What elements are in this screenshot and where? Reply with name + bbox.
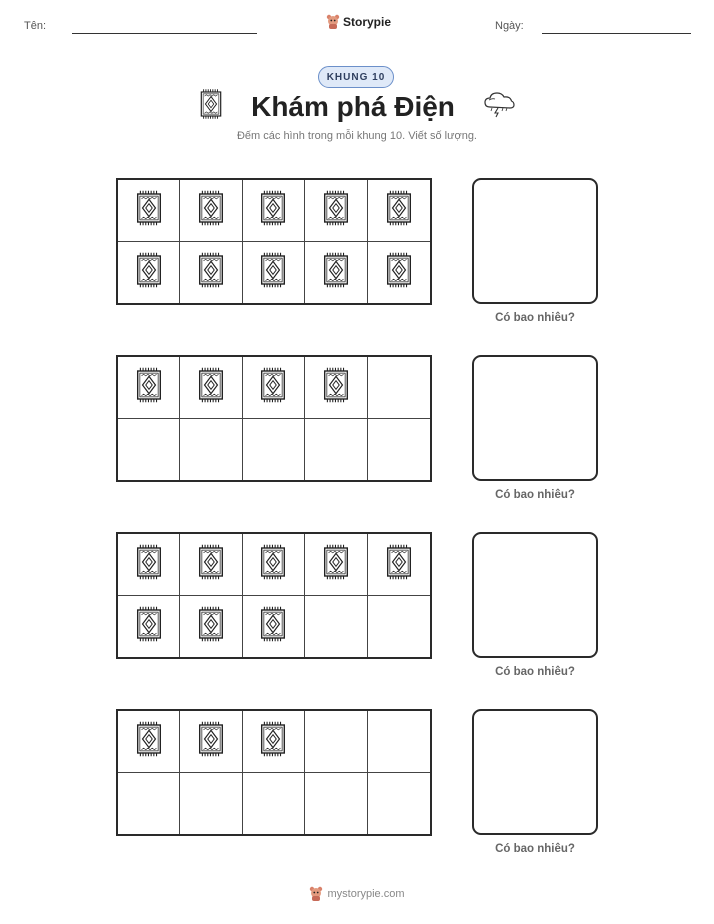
rug-icon bbox=[197, 366, 225, 409]
ten-frame-cell bbox=[243, 180, 305, 242]
ten-frame-cell bbox=[180, 242, 242, 304]
name-line[interactable] bbox=[72, 33, 257, 34]
rug-icon bbox=[322, 189, 350, 232]
instructions: Đếm các hình trong mỗi khung 10. Viết số lượng. bbox=[236, 130, 477, 142]
ten-frame-cell bbox=[305, 773, 367, 835]
name-label: Tên: bbox=[24, 20, 47, 32]
ten-frame-cell bbox=[368, 534, 430, 596]
ten-frame-cell bbox=[305, 419, 367, 481]
ten-frame-cell bbox=[180, 357, 242, 419]
ten-frame-cell bbox=[368, 180, 430, 242]
ten-frame-cell bbox=[118, 711, 180, 773]
rug-icon bbox=[259, 720, 287, 763]
rug-icon bbox=[135, 366, 163, 409]
ten-frame-cell bbox=[243, 596, 305, 658]
ten-frame-cell bbox=[368, 242, 430, 304]
answer-box[interactable] bbox=[472, 355, 598, 481]
ten-frame-cell bbox=[243, 242, 305, 304]
rug-icon bbox=[385, 251, 413, 294]
ten-frame-cell bbox=[368, 596, 430, 658]
answer-box[interactable] bbox=[472, 178, 598, 304]
ten-frame-cell bbox=[118, 357, 180, 419]
bear-mascot-icon bbox=[309, 886, 323, 902]
ten-frame-cell bbox=[180, 711, 242, 773]
date-line[interactable] bbox=[542, 33, 691, 34]
ten-frame-cell bbox=[180, 180, 242, 242]
ten-frame-cell bbox=[180, 419, 242, 481]
ten-frame-cell bbox=[243, 773, 305, 835]
rug-icon bbox=[259, 605, 287, 648]
worksheet-badge: KHUNG 10 bbox=[318, 66, 394, 88]
ten-frame-cell bbox=[305, 357, 367, 419]
ten-frame-cell bbox=[368, 711, 430, 773]
ten-frame-cell bbox=[180, 596, 242, 658]
date-label: Ngày: bbox=[495, 20, 524, 32]
ten-frame bbox=[116, 355, 432, 482]
rug-icon bbox=[259, 189, 287, 232]
ten-frame-cell bbox=[305, 711, 367, 773]
footer bbox=[0, 886, 714, 902]
title-row bbox=[0, 88, 714, 125]
rug-icon bbox=[322, 366, 350, 409]
rug-icon bbox=[135, 251, 163, 294]
ten-frame-cell bbox=[305, 534, 367, 596]
rug-icon bbox=[259, 543, 287, 586]
ten-frame-cell bbox=[243, 711, 305, 773]
ten-frame bbox=[116, 532, 432, 659]
rug-icon bbox=[197, 189, 225, 232]
ten-frame bbox=[116, 178, 432, 305]
rug-icon bbox=[259, 251, 287, 294]
rug-icon bbox=[135, 189, 163, 232]
ten-frame-cell bbox=[368, 419, 430, 481]
ten-frame-cell bbox=[243, 419, 305, 481]
rug-icon bbox=[259, 366, 287, 409]
rug-icon bbox=[135, 605, 163, 648]
storm-cloud-icon bbox=[483, 90, 515, 123]
page-title: Khám phá Điện bbox=[251, 90, 455, 122]
ten-frame-cell bbox=[118, 242, 180, 304]
rug-icon bbox=[385, 189, 413, 232]
answer-box[interactable] bbox=[472, 709, 598, 835]
ten-frame-cell bbox=[368, 773, 430, 835]
ten-frame-cell bbox=[118, 773, 180, 835]
how-many-prompt: Có bao nhiêu? bbox=[495, 843, 575, 855]
ten-frame-cell bbox=[118, 534, 180, 596]
rug-icon bbox=[197, 251, 225, 294]
ten-frame-cell bbox=[305, 180, 367, 242]
rug-icon bbox=[197, 543, 225, 586]
rug-icon bbox=[135, 720, 163, 763]
ten-frame bbox=[116, 709, 432, 836]
ten-frame-cell bbox=[243, 357, 305, 419]
ten-frame-cell bbox=[118, 180, 180, 242]
ten-frame-cell bbox=[180, 773, 242, 835]
ten-frame-cell bbox=[305, 242, 367, 304]
how-many-prompt: Có bao nhiêu? bbox=[495, 489, 575, 501]
rug-icon bbox=[135, 543, 163, 586]
ten-frame-cell bbox=[305, 596, 367, 658]
rug-icon bbox=[199, 88, 223, 125]
rug-icon bbox=[197, 720, 225, 763]
footer-url[interactable]: mystorypie.com bbox=[327, 888, 405, 900]
how-many-prompt: Có bao nhiêu? bbox=[495, 666, 575, 678]
rug-icon bbox=[197, 605, 225, 648]
ten-frame-cell bbox=[368, 357, 430, 419]
rug-icon bbox=[322, 251, 350, 294]
how-many-prompt: Có bao nhiêu? bbox=[495, 312, 575, 324]
bear-mascot-icon bbox=[326, 14, 340, 30]
rug-icon bbox=[385, 543, 413, 586]
ten-frame-cell bbox=[243, 534, 305, 596]
ten-frame-cell bbox=[118, 419, 180, 481]
brand-name: Storypie bbox=[343, 15, 392, 29]
ten-frame-cell bbox=[180, 534, 242, 596]
rug-icon bbox=[322, 543, 350, 586]
ten-frame-cell bbox=[118, 596, 180, 658]
answer-box[interactable] bbox=[472, 532, 598, 658]
brand-logo bbox=[326, 14, 391, 30]
